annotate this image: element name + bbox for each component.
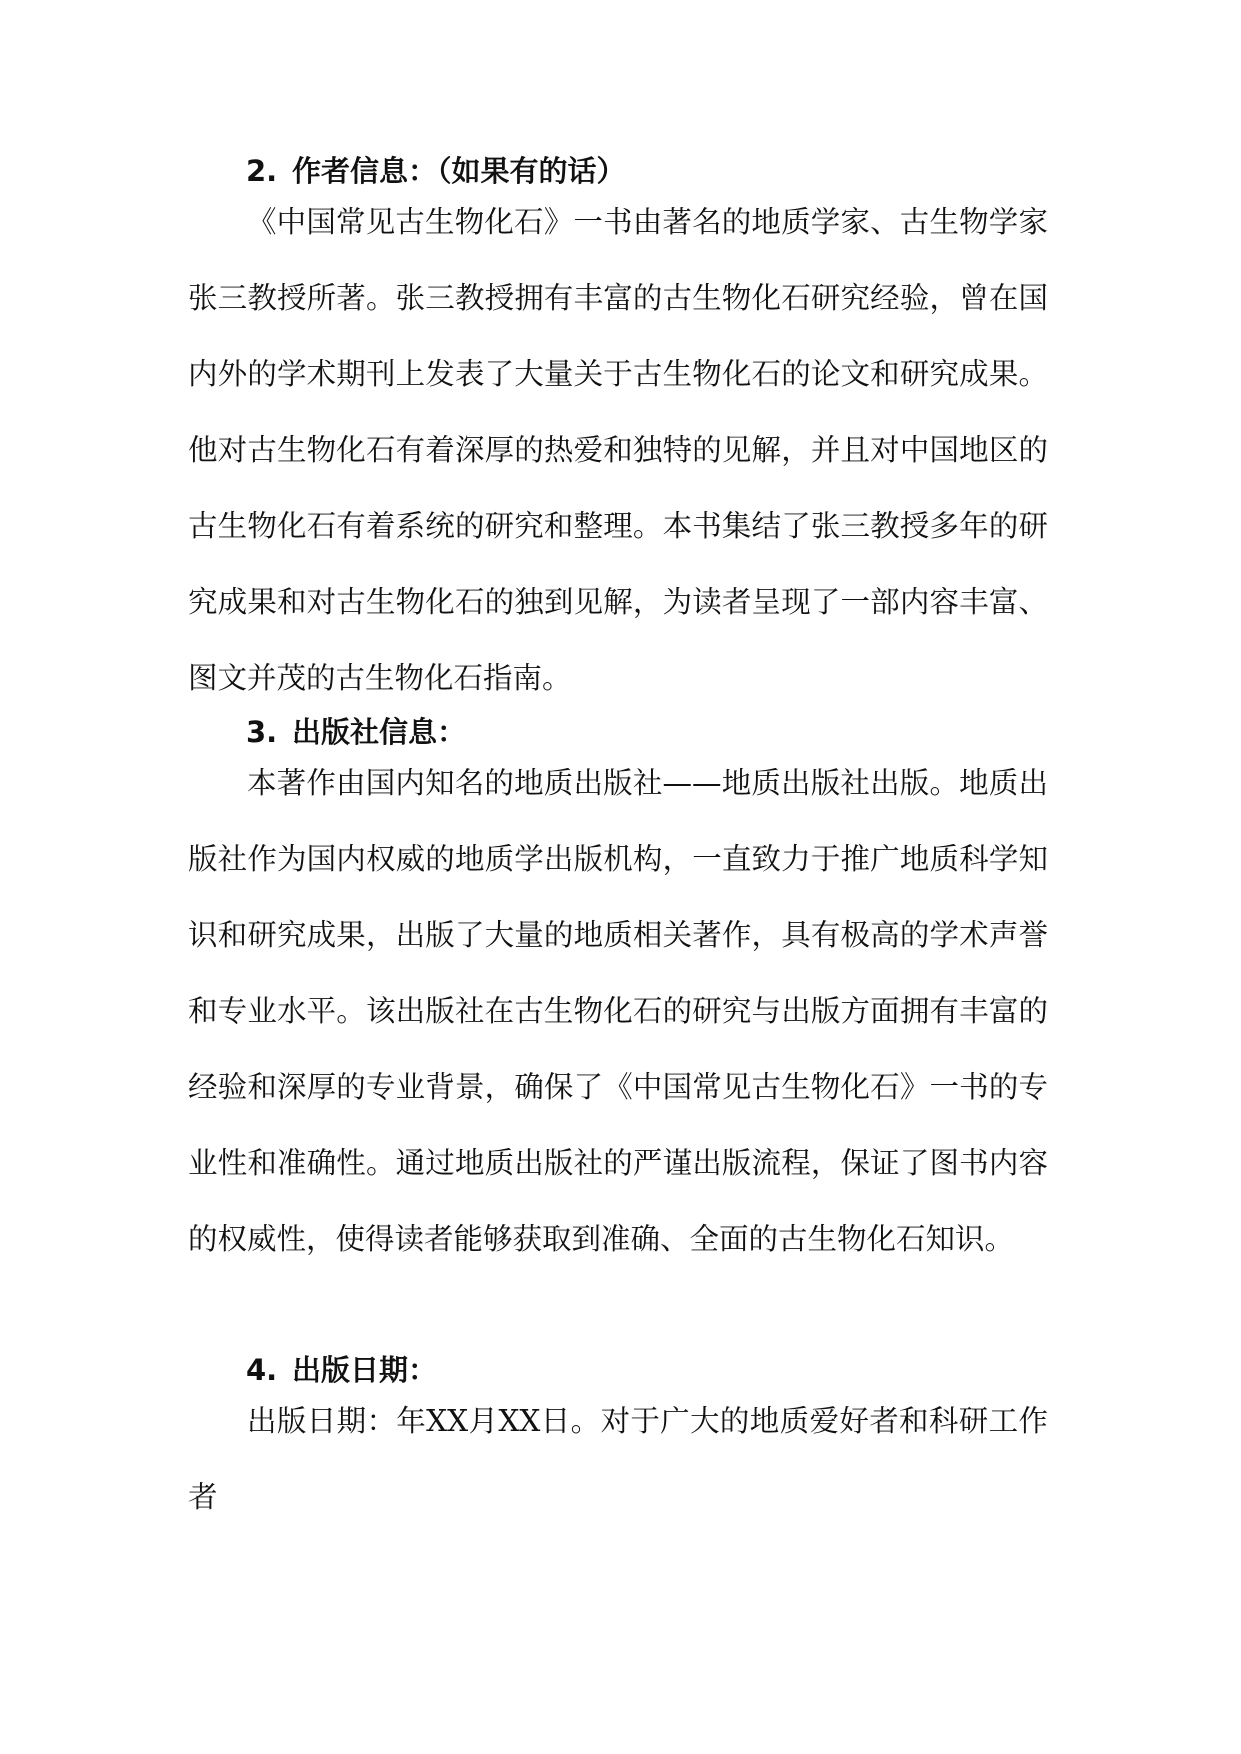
section-number: 3.	[246, 715, 278, 749]
section-number: 2.	[246, 154, 278, 188]
section-title: 作者信息：（如果有的话）	[292, 154, 626, 188]
section-title: 出版日期：	[292, 1353, 438, 1387]
section-body-publisher: 本著作由国内知名的地质出版社——地质出版社出版。地质出版社作为国内权威的地质学出版机构，一直致力于推广地质科学知识和研究成果，出版了大量的地质相关著作，具有极高的学术声誉和专业水平。该出版社在古生物化石的研究与出版方面拥有丰富的经验和深厚的专业背景，确保了《中国常见古生物化石》一书的专业性和准确性。通过地质出版社的严谨出版流程，保证了图书内容的权威性，使得读者能够获取到准确、全面的古生物化石知识。	[188, 766, 1048, 1256]
section-body-author: 《中国常见古生物化石》一书由著名的地质学家、古生物学家张三教授所著。张三教授拥有丰富的古生物化石研究经验，曾在国内外的学术期刊上发表了大量关于古生物化石的论文和研究成果。他对古生物化石有着深厚的热爱和独特的见解，并且对中国地区的古生物化石有着系统的研究和整理。本书集结了张三教授多年的研究成果和对古生物化石的独到见解，为读者呈现了一部内容丰富、图文并茂的古生物化石指南。	[188, 205, 1048, 695]
section-number: 4.	[246, 1353, 278, 1387]
section-title: 出版社信息：	[292, 715, 467, 749]
section-body-publish-date: 出版日期：年XX月XX日。对于广大的地质爱好者和科研工作者	[188, 1404, 1048, 1514]
